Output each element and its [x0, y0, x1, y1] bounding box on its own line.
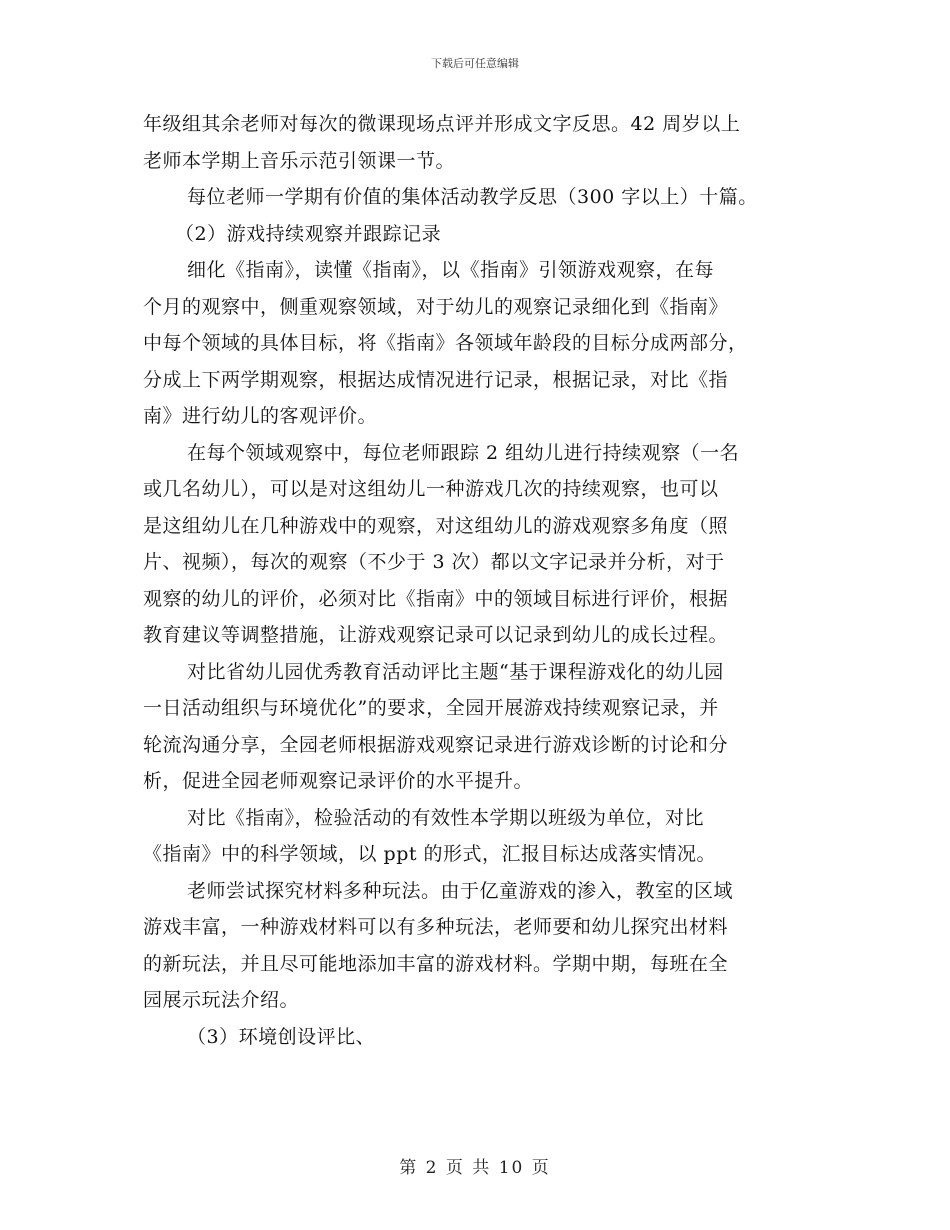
text-line: 析，促进全园老师观察记录评价的水平提升。	[143, 770, 534, 792]
text-line: 对比省幼儿园优秀教育活动评比主题“基于课程游戏化的幼儿园	[187, 660, 724, 683]
text-line: 年级组其余老师对每次的微课现场点评并形成文字反思。42 周岁以上	[143, 113, 741, 135]
body-text	[143, 106, 808, 1055]
text-line: 老师尝试探究材料多种玩法。由于亿童游戏的渗入，教室的区域	[187, 879, 734, 902]
page-footer: 第 2 页 共 10 页	[399, 1158, 551, 1178]
text-line: 片、视频），每次的观察（不少于 3 次）都以文字记录并分析，对于	[143, 551, 725, 573]
text-line: 分成上下两学期观察，根据达成情况进行记录，根据记录，对比《指	[143, 368, 729, 391]
text-line: 观察的幼儿的评价，必须对比《指南》中的领域目标进行评价，根据	[143, 587, 729, 610]
text-line: 南》进行幼儿的客观评价。	[143, 405, 378, 427]
text-line: 老师本学期上音乐示范引领课一节。	[143, 149, 456, 172]
text-line: 一日活动组织与环境优化”的要求，全园开展游戏持续观察记录，并	[143, 697, 719, 719]
text-line: 或几名幼儿），可以是对这组幼儿一种游戏几次的持续观察，也可以	[143, 478, 719, 500]
text-line: 细化《指南》，读懂《指南》，以《指南》引领游戏观察，在每	[187, 259, 715, 281]
text-line: 轮流沟通分享，全园老师根据游戏观察记录进行游戏诊断的讨论和分	[143, 733, 729, 756]
text-line: 对比《指南》，检验活动的有效性本学期以班级为单位，对比	[187, 806, 705, 829]
text-line: 《指南》中的科学领域，以 ppt 的形式，汇报目标达成落实情况。	[143, 843, 717, 865]
text-line: 个月的观察中，侧重观察领域，对于幼儿的观察记录细化到《指南》	[143, 295, 729, 318]
text-line: 园展示玩法介绍。	[143, 989, 300, 1011]
text-line: 每位老师一学期有价值的集体活动教学反思（300 字以上）十篇。	[187, 186, 758, 208]
page-header: 下载后可任意编辑	[431, 57, 519, 70]
section-heading: （3）环境创设评比、	[187, 1025, 376, 1048]
text-line: 中每个领域的具体目标，将《指南》各领域年龄段的目标分成两部分，	[143, 332, 748, 354]
text-line: 教育建议等调整措施，让游戏观察记录可以记录到幼儿的成长过程。	[143, 624, 729, 646]
text-line: 的新玩法，并且尽可能地添加丰富的游戏材料。学期中期，每班在全	[143, 952, 729, 975]
text-line: 在每个领域观察中，每位老师跟踪 2 组幼儿进行持续观察（一名	[187, 441, 740, 464]
text-line: 是这组幼儿在几种游戏中的观察，对这组幼儿的游戏观察多角度（照	[143, 514, 729, 537]
text-line: 游戏丰富，一种游戏材料可以有多种玩法，老师要和幼儿探究出材料	[143, 916, 729, 938]
section-heading: （2）游戏持续观察并跟踪记录	[175, 222, 442, 245]
